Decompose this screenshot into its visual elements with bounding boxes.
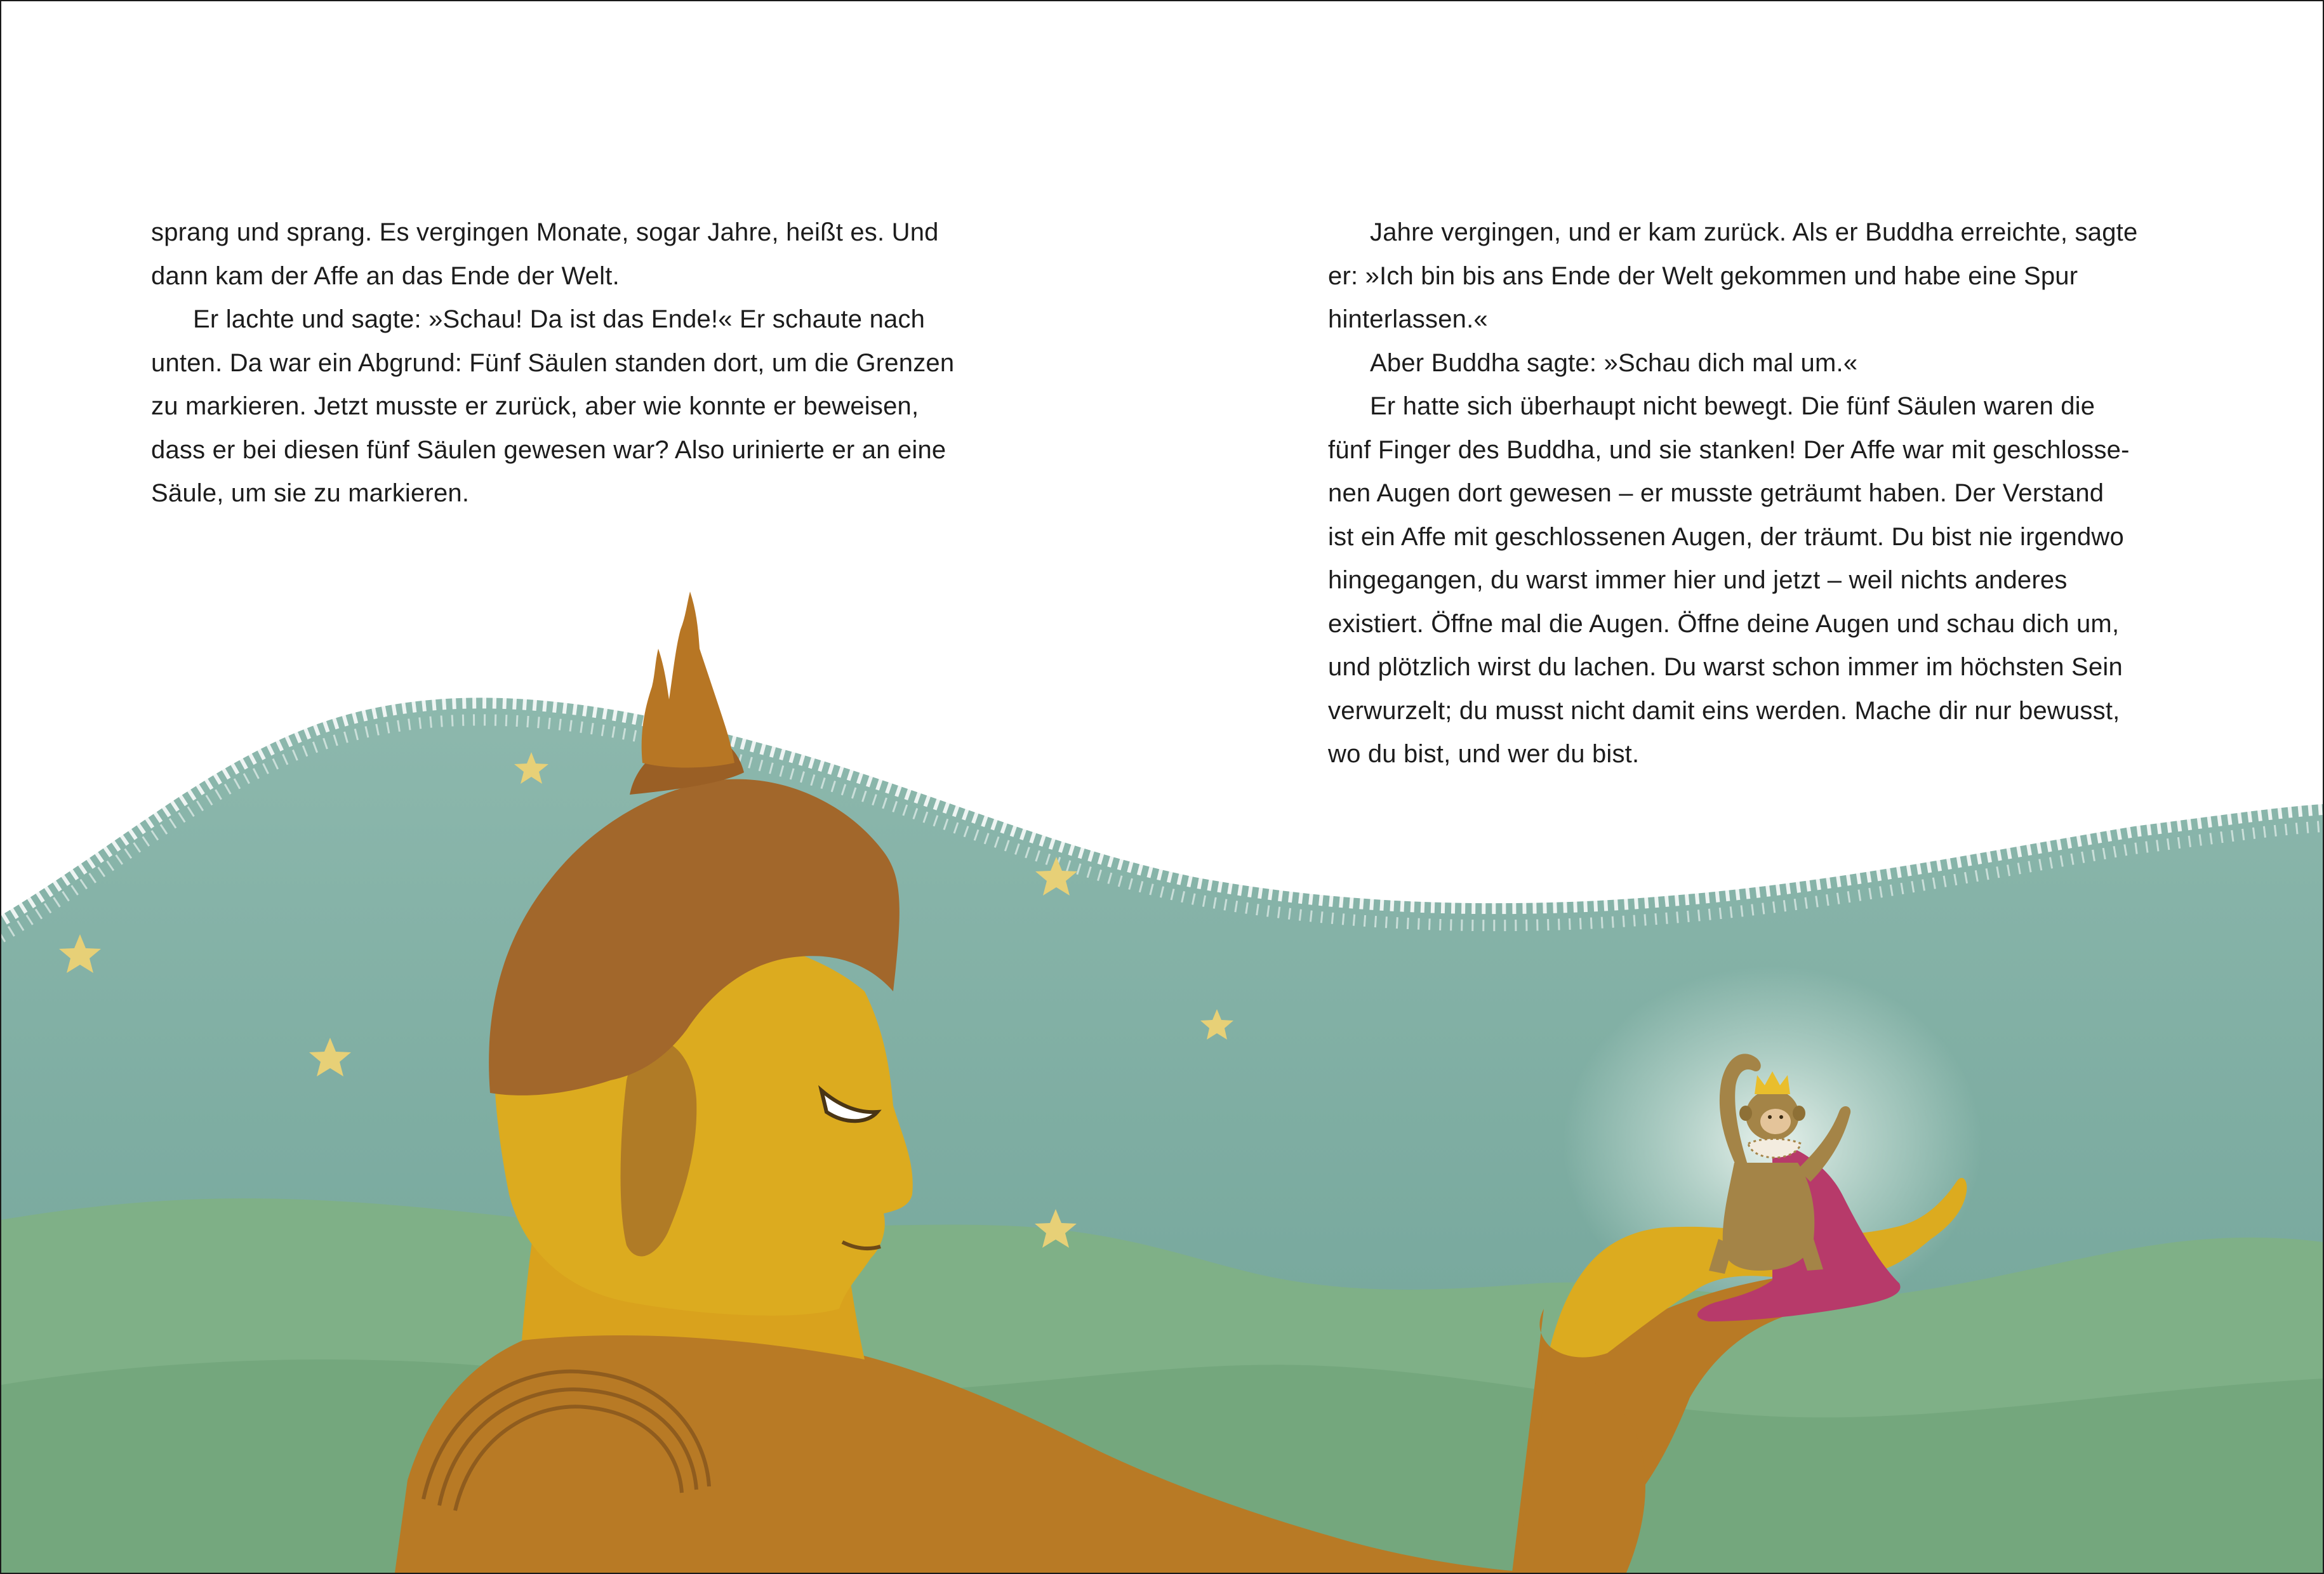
text-line: Aber Buddha sagte: »Schau dich mal um.« xyxy=(1370,348,1858,377)
text-line: unten. Da war ein Abgrund: Fünf Säulen standen dort, um die Grenzen xyxy=(151,348,955,377)
monkey-body xyxy=(1723,1163,1815,1271)
text-line: er: »Ich bin bis ans Ende der Welt gekommen und habe eine Spur xyxy=(1328,261,2078,290)
paragraph xyxy=(1328,385,2191,776)
monkey-ear xyxy=(1793,1106,1805,1121)
text-line: verwurzelt; du musst nicht damit eins werden. Mache dir nur bewusst, xyxy=(1328,696,2120,725)
text-line: Er lachte und sagte: »Schau! Da ist das Ende!« Er schaute nach xyxy=(193,305,926,333)
right-page-text xyxy=(1328,211,2191,776)
text-line: hinterlassen.« xyxy=(1328,305,1488,333)
buddha-flame xyxy=(642,592,734,768)
paragraph xyxy=(151,211,995,298)
monkey-eye xyxy=(1768,1115,1772,1119)
monkey-ear xyxy=(1739,1106,1752,1121)
text-line: Jahre vergingen, und er kam zurück. Als er Buddha erreichte, sagte xyxy=(1370,218,2138,246)
text-line: nen Augen dort gewesen – er musste geträumt haben. Der Verstand xyxy=(1328,479,2104,507)
text-line: und plötzlich wirst du lachen. Du warst schon immer im höchsten Sein xyxy=(1328,653,2123,681)
paragraph xyxy=(1328,341,2191,385)
text-line: hingegangen, du warst immer hier und jetzt – weil nichts anderes xyxy=(1328,566,2068,594)
paragraph xyxy=(1328,211,2191,341)
text-line: fünf Finger des Buddha, und sie stanken! Der Affe war mit geschlosse- xyxy=(1328,435,2130,464)
text-line: dass er bei diesen fünf Säulen gewesen war? Also urinierte er an eine xyxy=(151,435,946,464)
text-line: ist ein Affe mit geschlossenen Augen, der träumt. Du bist nie irgendwo xyxy=(1328,522,2124,551)
left-page-text xyxy=(151,211,995,515)
text-line: existiert. Öffne mal die Augen. Öffne deine Augen und schau dich um, xyxy=(1328,609,2120,638)
text-line: Er hatte sich überhaupt nicht bewegt. Die fünf Säulen waren die xyxy=(1370,392,2095,420)
text-line: zu markieren. Jetzt musste er zurück, aber wie konnte er beweisen, xyxy=(151,392,919,420)
text-line: Säule, um sie zu markieren. xyxy=(151,479,470,507)
monkey-face xyxy=(1760,1109,1791,1134)
monkey-eye xyxy=(1779,1115,1783,1119)
text-line: dann kam der Affe an das Ende der Welt. xyxy=(151,261,620,290)
text-line: wo du bist, und wer du bist. xyxy=(1328,740,1640,768)
paragraph xyxy=(151,298,995,515)
text-line: sprang und sprang. Es vergingen Monate, sogar Jahre, heißt es. Und xyxy=(151,218,939,246)
